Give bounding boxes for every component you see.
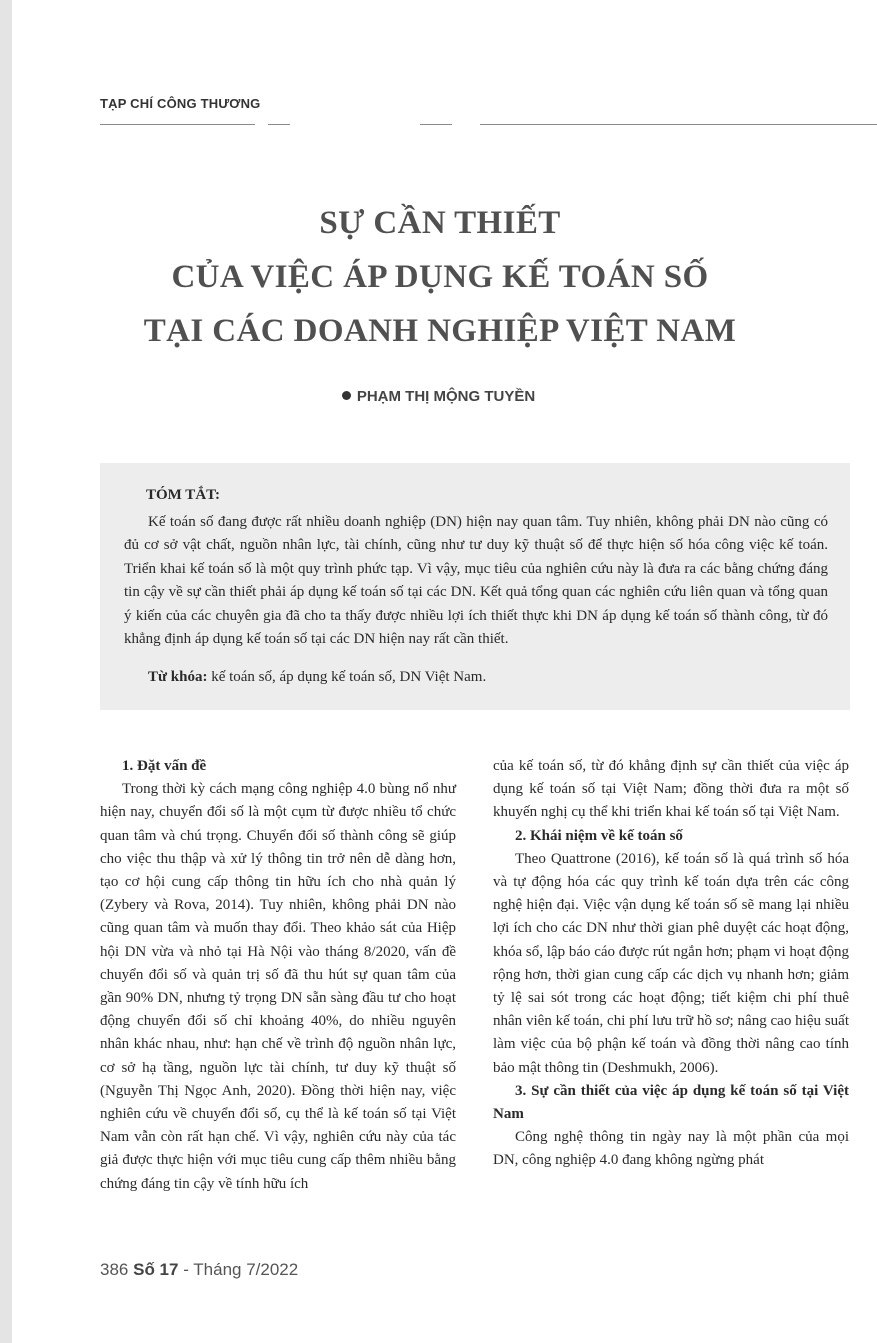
abstract-text: Kế toán số đang được rất nhiều doanh nghiệp (DN) hiện nay quan tâm. Tuy nhiên, không phải DN nào cũng có đủ cơ sở vật chất, nguồn nhân lực, tài chính, cũng như tư duy kỹ thuật số để thực hiện số hóa công việc kế toán. Triển khai kế toán số là một quy trình phức tạp. Vì vậy, mục tiêu của nghiên cứu này là đưa ra các bằng chứng đáng tin cậy về sự cần thiết phải áp dụng kế toán số tại các DN. Kết quả tổng quan các nghiên cứu liên quan và tổng quan ý kiến của các chuyên gia đã cho ta thấy được nhiều lợi ích thiết thực khi DN áp dụng kế toán số thành công, từ đó khẳng định áp dụng kế toán số tại các DN hiện nay rất cần thiết. [124, 514, 828, 648]
paragraph-continued: của kế toán số, từ đó khẳng định sự cần thiết của việc áp dụng kế toán số tại Việt Nam; đồng thời đưa ra một số khuyến nghị cụ thể khi triển khai kế toán số tại Việt Nam. [493, 758, 849, 821]
section-heading-1: 1. Đặt vấn đề [122, 758, 207, 774]
header-rule [100, 124, 255, 125]
keywords-text: kế toán số, áp dụng kế toán số, DN Việt Nam. [211, 669, 487, 685]
bullet-icon [342, 391, 351, 400]
issue-date: - Tháng 7/2022 [183, 1260, 299, 1279]
right-column [493, 755, 849, 1173]
header-rule [480, 124, 877, 125]
page-footer [100, 1260, 298, 1280]
abstract-body [124, 511, 828, 651]
keywords [148, 669, 486, 686]
paragraph: Theo Quattrone (2016), kế toán số là quá trình số hóa và tự động hóa các quy trình kế toán dựa trên các công nghệ hiện đại. Việc vận dụng kế toán số sẽ mang lại nhiều lợi ích cho các DN như thời gian phê duyệt các hoạt động, khóa sổ, lập báo cáo được rút ngắn hơn; phạm vi hoạt động rộng hơn, thời gian cung cấp các dịch vụ nhanh hơn; giảm tỷ lệ sai sót trong các hoạt động; tiết kiệm chi phí thuê nhân viên kế toán, chi phí lưu trữ hồ sơ; nâng cao hiệu suất làm việc của bộ phận kế toán và đồng thời nâng cao tính bảo mật thông tin (Deshmukh, 2006). [493, 850, 850, 1076]
page-number: 386 [100, 1260, 129, 1279]
abstract-heading: TÓM TẮT: [146, 487, 221, 503]
title-line-2: CỦA VIỆC ÁP DỤNG KẾ TOÁN SỐ [171, 259, 709, 295]
left-column [100, 755, 456, 1196]
article-title [90, 196, 790, 358]
keywords-label: Từ khóa: [148, 669, 208, 685]
header-rule [268, 124, 290, 125]
scan-edge-shade [0, 0, 12, 1343]
journal-name: TẠP CHÍ CÔNG THƯƠNG [100, 96, 261, 111]
title-line-1: SỰ CẦN THIẾT [319, 205, 561, 241]
author-line [0, 388, 877, 405]
header-rule [420, 124, 452, 125]
paragraph: Trong thời kỳ cách mạng công nghiệp 4.0 bùng nổ như hiện nay, chuyển đổi số là một cụm từ được nhiều tổ chức quan tâm và chú trọng. Chuyển đổi số thành công sẽ giúp cho việc thu thập và xử lý thông tin trở nên dễ dàng hơn, tạo cơ hội cung cấp thông tin hữu ích cho nhà quản lý (Zybery và Rova, 2014). Tuy nhiên, không phải DN nào cũng quan tâm và muốn thay đổi. Theo khảo sát của Hiệp hội DN vừa và nhỏ tại Hà Nội vào tháng 8/2020, vấn đề chuyển đổi số và quản trị số đã thu hút sự quan tâm của gần 90% DN, nhưng tỷ trọng DN sẵn sàng đầu tư cho hoạt động chuyển đổi số chỉ khoảng 40%, do nhiều nguyên nhân khác nhau, như: hạn chế về trình độ nguồn nhân lực, cơ sở hạ tầng, nguồn lực tài chính, tư duy kỹ thuật số (Nguyễn Thị Ngọc Anh, 2020). Đồng thời hiện nay, việc nghiên cứu về chuyển đổi số, cụ thể là kế toán số tại Việt Nam vẫn còn rất hạn chế. Vì vậy, nghiên cứu này của tác giả được thực hiện với mục tiêu cung cấp thêm nhiều bằng chứng đáng tin cậy về tính hữu ích [100, 781, 456, 1192]
section-heading-2: 2. Khái niệm về kế toán số [515, 827, 683, 844]
section-heading-3: 3. Sự cần thiết của việc áp dụng kế toán số tại Việt Nam [493, 1082, 849, 1123]
issue-number: Số 17 [133, 1260, 179, 1279]
title-line-3: TẠI CÁC DOANH NGHIỆP VIỆT NAM [143, 313, 737, 349]
paragraph: Công nghệ thông tin ngày nay là một phần của mọi DN, công nghiệp 4.0 đang không ngừng phát [493, 1129, 849, 1169]
author-name: PHẠM THỊ MỘNG TUYỀN [356, 388, 536, 405]
